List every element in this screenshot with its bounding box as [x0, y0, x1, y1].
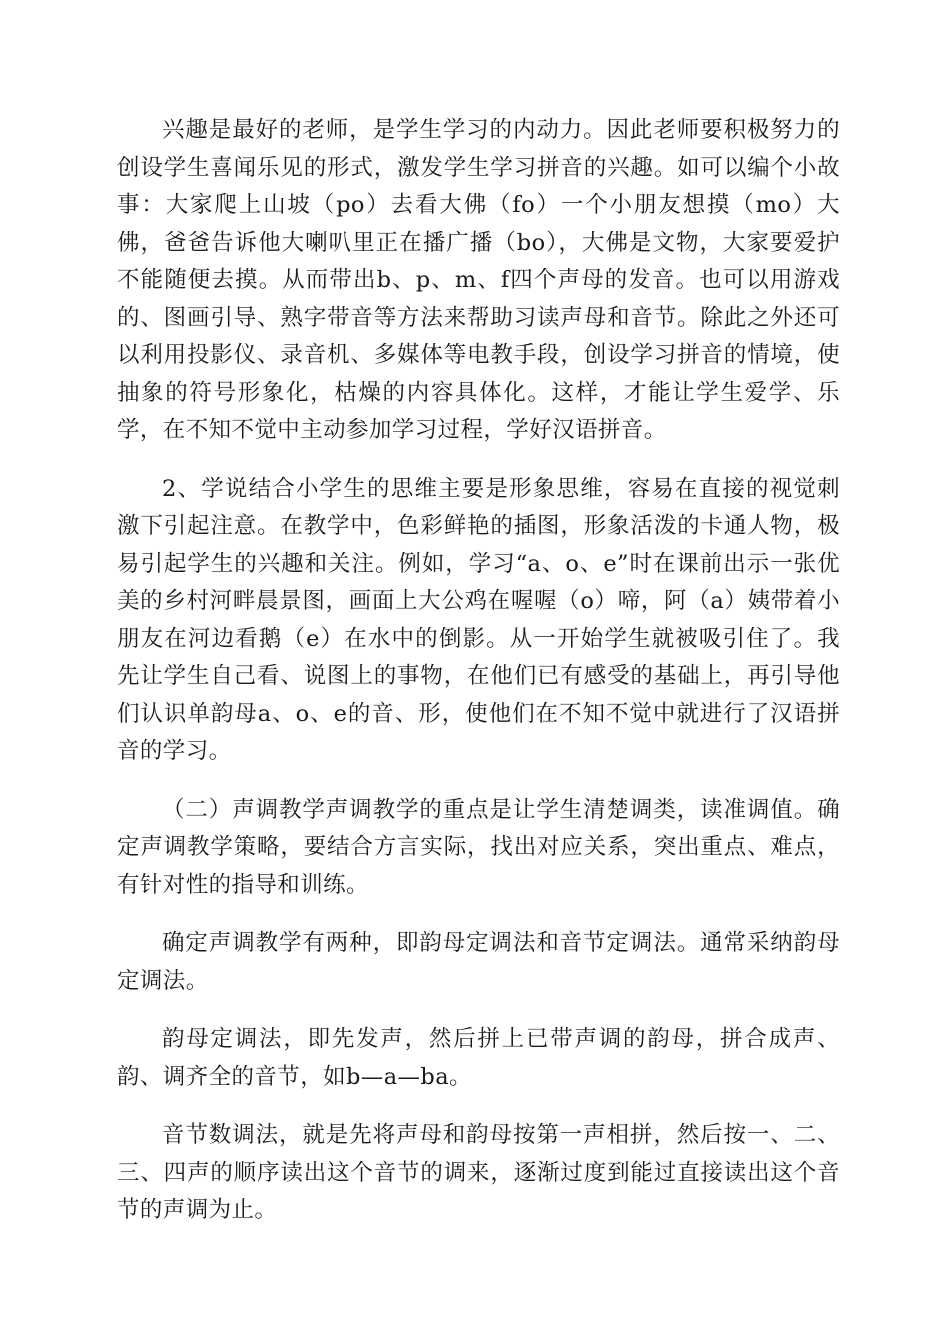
- paragraph-tone-teaching: （二）声调教学声调教学的重点是让学生清楚调类，读准调值。确定声调教学策略，要结合方言实际，找出对应关系，突出重点、难点，有针对性的指导和训练。: [117, 796, 840, 898]
- paragraph-syllable-tone-method: 音节数调法，就是先将声母和韵母按第一声相拼，然后按一、二、三、四声的顺序读出这个音节的调来，逐渐过度到能过直接读出这个音节的声调为止。: [117, 1122, 840, 1223]
- paragraph-interest: 兴趣是最好的老师，是学生学习的内动力。因此老师要积极努力的创设学生喜闻乐见的形式，激发学生学习拼音的兴趣。如可以编个小故事：大家爬上山坡（po）去看大佛（fo）一个小朋友想摸（mo）大佛，爸爸告诉他大喇叭里正在播广播（bo），大佛是文物，大家要爱护不能随便去摸。从而带出b、p、m、f四个声母的发音。也可以用游戏的、图画引导、熟字带音等方法来帮助习读声母和音节。除此之外还可以利用投影仪、录音机、多媒体等电教手段，创设学习拼音的情境，使抽象的符号形象化，枯燥的内容具体化。这样，才能让学生爱学、乐学，在不知不觉中主动参加学习过程，学好汉语拼音。: [117, 117, 840, 443]
- paragraph-tone-methods: 确定声调教学有两种，即韵母定调法和音节定调法。通常采纳韵母定调法。: [117, 930, 840, 994]
- paragraph-speak-and-learn: 2、学说结合小学生的思维主要是形象思维，容易在直接的视觉刺激下引起注意。在教学中，色彩鲜艳的插图，形象活泼的卡通人物，极易引起学生的兴趣和关注。例如，学习“a、o、e”时在课前出示一张优美的乡村河畔晨景图，画面上大公鸡在喔喔（o）啼，阿（a）姨带着小朋友在河边看鹅（e）在水中的倒影。从一开始学生就被吸引住了。我先让学生自己看、说图上的事物，在他们已有感受的基础上，再引导他们认识单韵母a、o、e的音、形，使他们在不知不觉中就进行了汉语拼音的学习。: [117, 475, 840, 764]
- paragraph-final-tone-method: 韵母定调法，即先发声，然后拼上已带声调的韵母，拼合成声、韵、调齐全的音节，如b—a—ba。: [117, 1026, 840, 1090]
